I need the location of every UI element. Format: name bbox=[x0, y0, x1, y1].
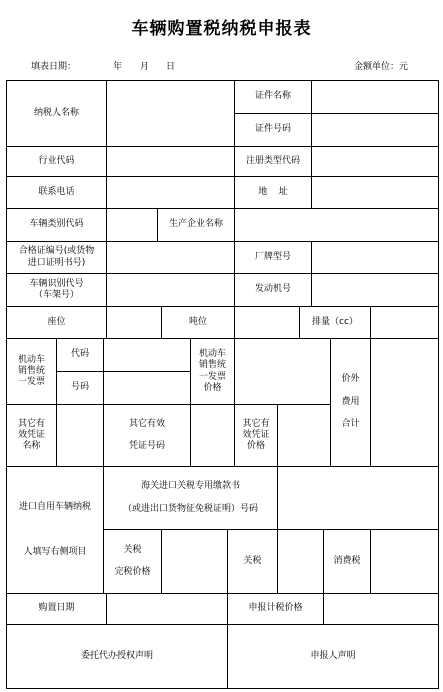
tonnage-field[interactable] bbox=[235, 307, 299, 338]
customs-payment-number-field[interactable] bbox=[278, 467, 438, 529]
declared-price-label: 申报计税价格 bbox=[248, 603, 303, 614]
form-title: 车辆购置税纳税申报表 bbox=[131, 19, 312, 39]
phone-label: 联系电话 bbox=[38, 186, 75, 197]
id-name-label: 证件名称 bbox=[254, 91, 291, 102]
taxpayer-name-label: 纳税人名称 bbox=[33, 107, 79, 118]
id-number-label: 证件号码 bbox=[254, 124, 291, 135]
invoice-label: 机动车 销售统 一发票 bbox=[17, 354, 45, 388]
purchase-date-field[interactable] bbox=[107, 594, 227, 624]
vin-field[interactable] bbox=[107, 274, 234, 306]
other-voucher-name-field[interactable] bbox=[57, 405, 103, 466]
id-number-field[interactable] bbox=[312, 114, 438, 146]
customs-value-field[interactable] bbox=[162, 530, 227, 593]
year-label: 年 bbox=[113, 62, 123, 72]
industry-code-field[interactable] bbox=[107, 147, 234, 176]
invoice-number-field[interactable] bbox=[104, 372, 190, 404]
consumption-tax-label: 消费税 bbox=[333, 555, 361, 566]
seats-label: 座位 bbox=[47, 316, 66, 327]
industry-code-label: 行业代码 bbox=[38, 155, 75, 166]
displacement-field[interactable] bbox=[371, 307, 438, 338]
invoice-number-label: 号码 bbox=[70, 382, 89, 393]
brand-model-label: 厂牌型号 bbox=[254, 251, 291, 262]
seats-field[interactable] bbox=[107, 307, 161, 338]
tariff-label: 关税 bbox=[243, 555, 262, 566]
engine-number-field[interactable] bbox=[312, 274, 438, 306]
fill-date-label: 填表日期： bbox=[31, 62, 77, 72]
invoice-code-field[interactable] bbox=[104, 339, 190, 371]
import-self-use-label: 进口自用车辆纳税 人填写右侧项目 bbox=[18, 501, 91, 557]
invoice-price-label: 机动车 销售统 一发票 价格 bbox=[198, 349, 226, 393]
engine-number-label: 发动机号 bbox=[254, 284, 291, 295]
certificate-number-field[interactable] bbox=[107, 242, 234, 273]
manufacturer-name-label: 生产企业名称 bbox=[168, 219, 223, 230]
address-label: 地 址 bbox=[258, 186, 288, 197]
other-voucher-number-field[interactable] bbox=[191, 405, 234, 466]
invoice-price-field[interactable] bbox=[235, 339, 330, 404]
tonnage-label: 吨位 bbox=[188, 316, 207, 327]
registration-type-code-field[interactable] bbox=[312, 147, 438, 176]
certificate-number-label: 合格证编号(或货物 进口证明书号) bbox=[18, 246, 95, 268]
amount-unit-label: 金额单位：元 bbox=[354, 62, 409, 72]
brand-model-field[interactable] bbox=[312, 242, 438, 273]
month-label: 月 bbox=[140, 62, 150, 72]
extra-price-total-field[interactable] bbox=[371, 339, 438, 466]
other-voucher-name-label: 其它有 效凭证 名称 bbox=[17, 418, 45, 452]
taxpayer-name-field[interactable] bbox=[107, 81, 234, 146]
other-voucher-price-field[interactable] bbox=[278, 405, 330, 466]
displacement-label: 排量（cc） bbox=[312, 316, 358, 327]
vehicle-category-code-label: 车辆类别代码 bbox=[29, 219, 84, 230]
address-field[interactable] bbox=[312, 177, 438, 208]
manufacturer-name-field[interactable] bbox=[235, 209, 438, 241]
declarant-statement-label: 申报人声明 bbox=[310, 650, 356, 661]
other-voucher-price-label: 其它有 效凭证 价格 bbox=[242, 418, 270, 452]
id-name-field[interactable] bbox=[312, 81, 438, 113]
vehicle-category-code-field[interactable] bbox=[107, 209, 157, 241]
extra-price-total-label: 价外 费用 合计 bbox=[341, 374, 360, 430]
other-voucher-number-label: 其它有效 凭证号码 bbox=[128, 418, 165, 452]
vin-label: 车辆识别代号 （车架号） bbox=[29, 278, 84, 300]
customs-payment-number-label: 海关进口关税专用缴款书 （或进出口货物征免税证明）号码 bbox=[122, 481, 258, 514]
proxy-authorization-statement-label: 委托代办授权声明 bbox=[80, 650, 153, 661]
phone-field[interactable] bbox=[107, 177, 234, 208]
day-label: 日 bbox=[166, 62, 176, 72]
customs-value-label: 关税 完税价格 bbox=[114, 544, 151, 578]
consumption-tax-field[interactable] bbox=[371, 530, 438, 593]
purchase-date-label: 购置日期 bbox=[38, 603, 75, 614]
invoice-code-label: 代码 bbox=[70, 349, 89, 360]
declared-price-field[interactable] bbox=[324, 594, 438, 624]
tariff-field[interactable] bbox=[278, 530, 323, 593]
registration-type-code-label: 注册类型代码 bbox=[245, 155, 300, 166]
